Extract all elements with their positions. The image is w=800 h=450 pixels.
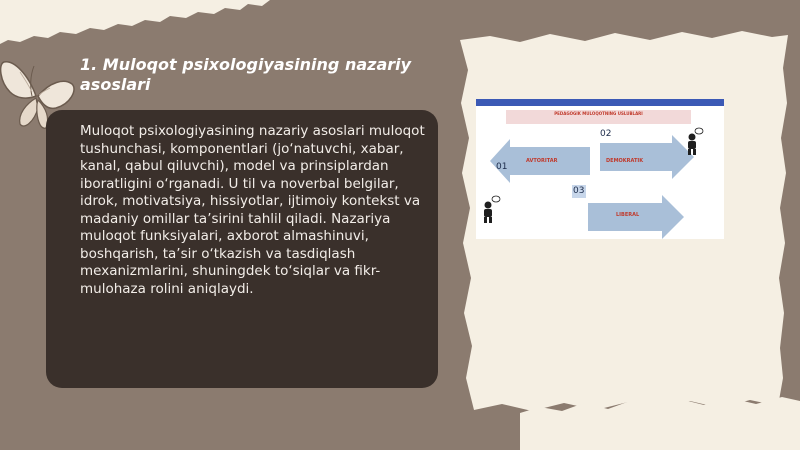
body-paragraph: Muloqot psixologiyasining nazariy asoslari muloqot tushunchasi, komponentlari (jo‘natuvchi, xabar, kanal, qabul qiluvchi), model va prinsiplardan iboratligini o‘rganadi. U til va noverbal belgilar, idrok, motivatsiya, hissiyotlar, ijtimoiy kontekst va madaniy omillar ta’sirini tahlil qiladi. Nazariya muloqot funksiyalari, axborot almashinuvi, boshqarish, ta’sir o‘tkazish va tasdiqlash mexanizmlarini, shuningdek to‘siqlar va fikr-mulohaza rolini aniqlaydi. [80, 123, 425, 297]
person-figure-right [688, 128, 703, 155]
label-liberal: LIBERAL [616, 212, 640, 218]
styles-diagram [476, 99, 724, 239]
label-avtoritar: AVTORITAR [526, 158, 558, 164]
arrow-right-02 [600, 135, 694, 179]
torn-paper-bottom [520, 395, 800, 450]
step-number-01: 01 [496, 162, 508, 172]
label-demokratik: DEMOKRATIK [606, 158, 644, 164]
step-number-02: 02 [600, 129, 612, 139]
embedded-slide-heading: PEDAGOGIK MULOQOTNING USLUBLARI [506, 110, 691, 124]
embedded-slide-image [476, 99, 724, 239]
step-number-03: 03 [573, 186, 585, 196]
slide-title: 1. Muloqot psixologiyasining nazariy asoslari [80, 55, 412, 94]
person-figure-left [484, 196, 500, 223]
